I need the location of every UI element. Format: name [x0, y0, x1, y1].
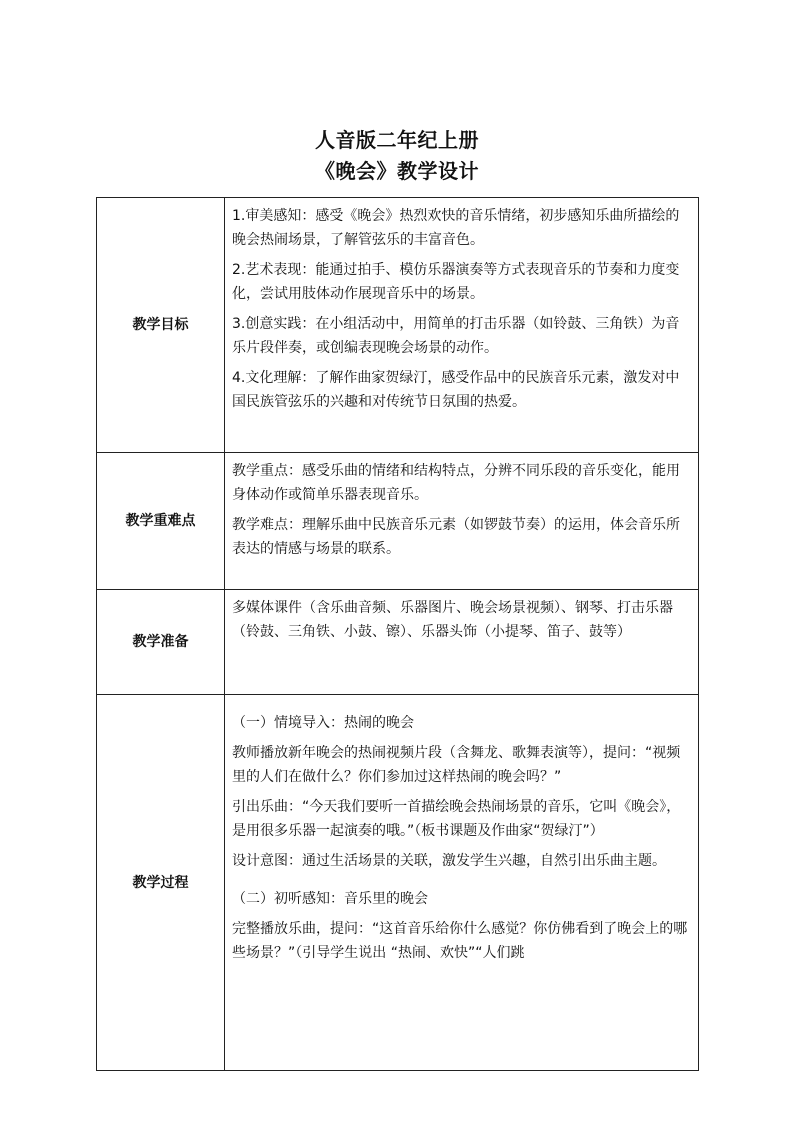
process-paragraph: 教师播放新年晚会的热闹视频片段（含舞龙、歌舞表演等），提问：“视频里的人们在做什么？你们参加过这样热闹的晚会吗？”	[232, 745, 681, 785]
row-content-goals	[225, 198, 699, 453]
goal-item: 1.审美感知：感受《晚会》热烈欢快的音乐情绪，初步感知乐曲所描绘的晚会热闹场景，了解管弦乐的丰富音色。	[232, 208, 680, 248]
process-paragraph: 引出乐曲：“今天我们要听一首描绘晚会热闹场景的音乐，它叫《晚会》，是用很多乐器一起演奏的哦。”（板书课题及作曲家“贺绿汀”）	[232, 799, 681, 839]
process-paragraph: 设计意图：通过生活场景的关联，激发学生兴趣，自然引出乐曲主题。	[232, 853, 666, 869]
goal-item: 2.艺术表现：能通过拍手、模仿乐器演奏等方式表现音乐的节奏和力度变化，尝试用肢体动作展现音乐中的场景。	[232, 262, 680, 302]
key-point-item: 教学难点：理解乐曲中民族音乐元素（如锣鼓节奏）的运用，体会音乐所表达的情感与场景的联系。	[232, 517, 680, 557]
table-row-process	[97, 695, 699, 1071]
lesson-plan-table	[96, 197, 699, 1071]
row-content-process	[225, 695, 699, 1071]
process-paragraph: 完整播放乐曲，提问：“这首音乐给你什么感觉？你仿佛看到了晚会上的哪些场景？”（引导学生说出 “热闹、欢快”“人们跳	[232, 921, 688, 961]
row-content-key-points	[225, 453, 699, 590]
row-label-process: 教学过程	[97, 695, 225, 1071]
table-row-preparation	[97, 590, 699, 695]
document-title-line1: 人音版二年纪上册	[315, 128, 479, 152]
section-heading: （二）初听感知：音乐里的晚会	[232, 891, 428, 907]
key-point-item: 教学重点：感受乐曲的情绪和结构特点，分辨不同乐段的音乐变化，能用身体动作或简单乐器表现音乐。	[232, 463, 680, 503]
table-row-key-points	[97, 453, 699, 590]
row-label-key-points: 教学重难点	[97, 453, 225, 590]
table-row-goals	[97, 198, 699, 453]
goal-item: 3.创意实践：在小组活动中，用简单的打击乐器（如铃鼓、三角铁）为音乐片段伴奏，或创编表现晚会场景的动作。	[232, 316, 680, 356]
goal-item: 4.文化理解：了解作曲家贺绿汀，感受作品中的民族音乐元素，激发对中国民族管弦乐的兴趣和对传统节日氛围的热爱。	[232, 370, 680, 410]
preparation-text: 多媒体课件（含乐曲音频、乐器图片、晚会场景视频）、钢琴、打击乐器（铃鼓、三角铁、小鼓、镲）、乐器头饰（小提琴、笛子、鼓等）	[232, 600, 673, 640]
row-label-preparation: 教学准备	[97, 590, 225, 695]
document-title-line2: 《晚会》教学设计	[315, 159, 479, 183]
row-label-goals: 教学目标	[97, 198, 225, 453]
row-content-preparation	[225, 590, 699, 695]
section-heading: （一）情境导入：热闹的晚会	[232, 715, 414, 731]
